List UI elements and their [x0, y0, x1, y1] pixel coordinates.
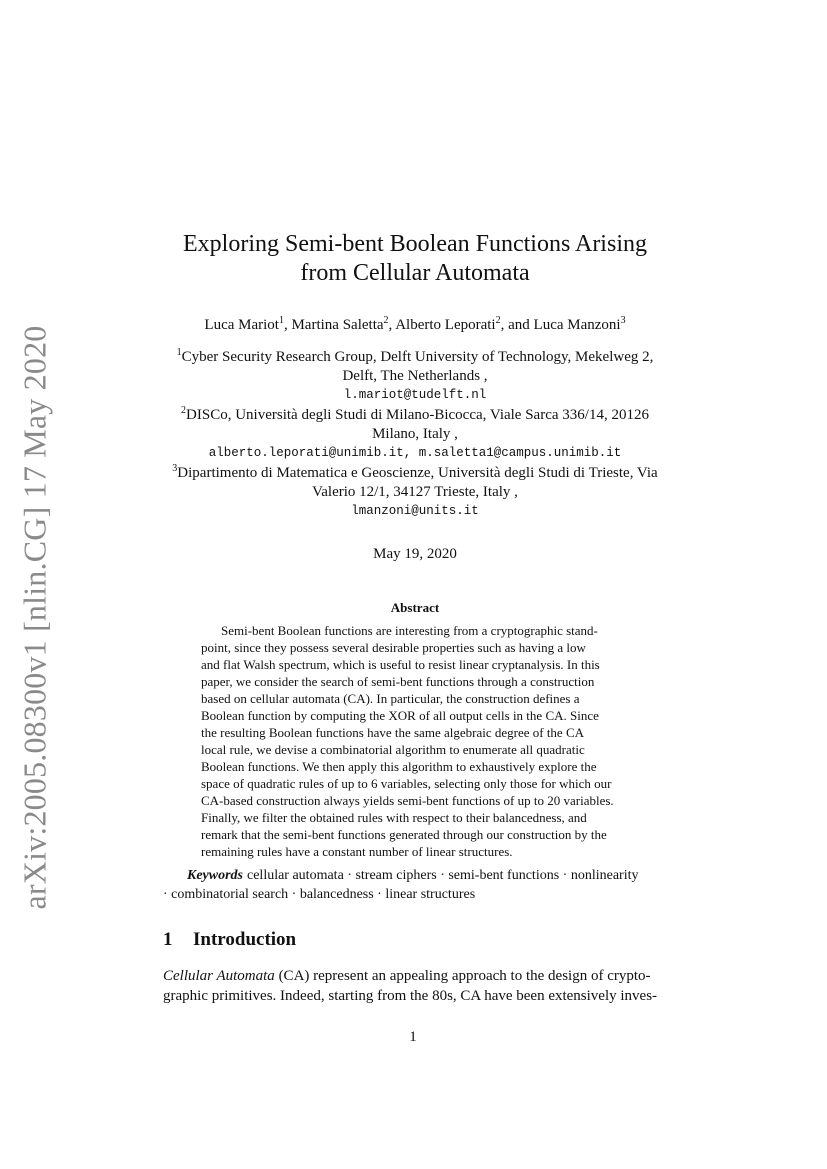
affiliation-location: Delft, The Netherlands , [342, 368, 488, 384]
intro-emphasis: Cellular Automata [163, 968, 275, 984]
affiliation-text: DISCo, Università degli Studi di Milano-Bicocca, Viale Sarca 336/14, 20126 [186, 407, 649, 423]
keywords-label: Keywords [187, 868, 243, 883]
affiliation-3 [150, 459, 680, 521]
section-heading [163, 929, 296, 951]
abstract-line: and flat Walsh spectrum, which is useful to resist linear cryptanalysis. In this [201, 657, 600, 672]
affiliation-email: l.mariot@tudelft.nl [343, 388, 487, 402]
abstract-line: remark that the semi-bent functions generated through our construction by the [201, 827, 607, 842]
affiliation-location: Valerio 12/1, 34127 Trieste, Italy , [312, 484, 518, 500]
section-number: 1 [163, 929, 173, 950]
author-affil-mark: 1 [278, 315, 284, 326]
keywords-line [163, 866, 663, 885]
page-number: 1 [409, 1029, 417, 1045]
affiliation-location: Milano, Italy , [372, 426, 458, 442]
abstract-line: based on cellular automata (CA). In particular, the construction defines a [201, 691, 580, 706]
abstract-line: Boolean function by computing the XOR of all output cells in the CA. Since [201, 708, 599, 723]
abstract-line: local rule, we devise a combinatorial algorithm to enumerate all quadratic [201, 742, 585, 757]
author-separator: , [283, 317, 292, 333]
author-affil-mark: 3 [620, 315, 626, 326]
author-separator: , and [500, 317, 534, 333]
section-title: Introduction [193, 929, 297, 950]
abstract-line: Semi-bent Boolean functions are interesting from a cryptographic stand- [221, 623, 598, 638]
author-name: Martina Saletta [291, 317, 384, 333]
intro-text: (CA) represent an appealing approach to the design of crypto- [274, 968, 651, 984]
keywords-text: cellular automata · stream ciphers · semi-bent functions · nonlinearity [247, 868, 639, 883]
abstract-line: point, since they possess several desirable properties such as having a low [201, 640, 586, 655]
keywords-line: · combinatorial search · balancedness · linear structures [163, 887, 476, 902]
paper-date: May 19, 2020 [373, 546, 457, 562]
affiliation-text: Cyber Security Research Group, Delft University of Technology, Mekelweg 2, [181, 349, 654, 365]
paper-title [150, 230, 680, 288]
author-separator: , [388, 317, 396, 333]
author-list [120, 311, 710, 335]
author-name: Luca Manzoni [533, 317, 621, 333]
intro-line [163, 966, 663, 986]
abstract-line: CA-based construction always yields semi-bent functions of up to 20 variables. [201, 793, 614, 808]
affiliation-2 [150, 401, 680, 463]
abstract-line: Finally, we filter the obtained rules with respect to their balancedness, and [201, 810, 587, 825]
affiliation-mark: 3 [172, 463, 178, 474]
abstract-body [201, 622, 625, 860]
affiliation-mark: 2 [181, 405, 187, 416]
affiliation-text: Dipartimento di Matematica e Geoscienze, Università degli Studi di Trieste, Via [177, 465, 658, 481]
arxiv-identifier-stamp [6, 325, 64, 910]
abstract-line: remaining rules have a constant number of linear structures. [201, 844, 513, 859]
affiliation-email: alberto.leporati@unimib.it, m.saletta1@campus.unimib.it [208, 446, 622, 460]
keywords-block [163, 866, 663, 904]
affiliation-line [150, 343, 680, 367]
title-line-1: Exploring Semi-bent Boolean Functions Arising [183, 231, 647, 257]
affiliation-mark: 1 [176, 347, 182, 358]
affiliation-line [150, 401, 680, 425]
abstract-heading: Abstract [390, 600, 440, 615]
arxiv-identifier-text: arXiv:2005.08300v1 [nlin.CG] 17 May 2020 [16, 325, 53, 910]
affiliation-email: lmanzoni@units.it [351, 504, 479, 518]
abstract-line: space of quadratic rules of up to 6 variables, selecting only those for which our [201, 776, 612, 791]
abstract-line: the resulting Boolean functions have the same algebraic degree of the CA [201, 725, 585, 740]
author-affil-mark: 2 [495, 315, 501, 326]
abstract-line: Boolean functions. We then apply this algorithm to exhaustively explore the [201, 759, 597, 774]
intro-line: graphic primitives. Indeed, starting from the 80s, CA have been extensively inves- [163, 988, 658, 1004]
author-affil-mark: 2 [383, 315, 389, 326]
introduction-paragraph [163, 966, 663, 1006]
author-name: Alberto Leporati [395, 317, 496, 333]
affiliation-line [150, 459, 680, 483]
affiliation-1 [150, 343, 680, 405]
abstract-line: paper, we consider the search of semi-bent functions through a construction [201, 674, 595, 689]
author-name: Luca Mariot [204, 317, 279, 333]
title-line-2: from Cellular Automata [300, 260, 530, 286]
